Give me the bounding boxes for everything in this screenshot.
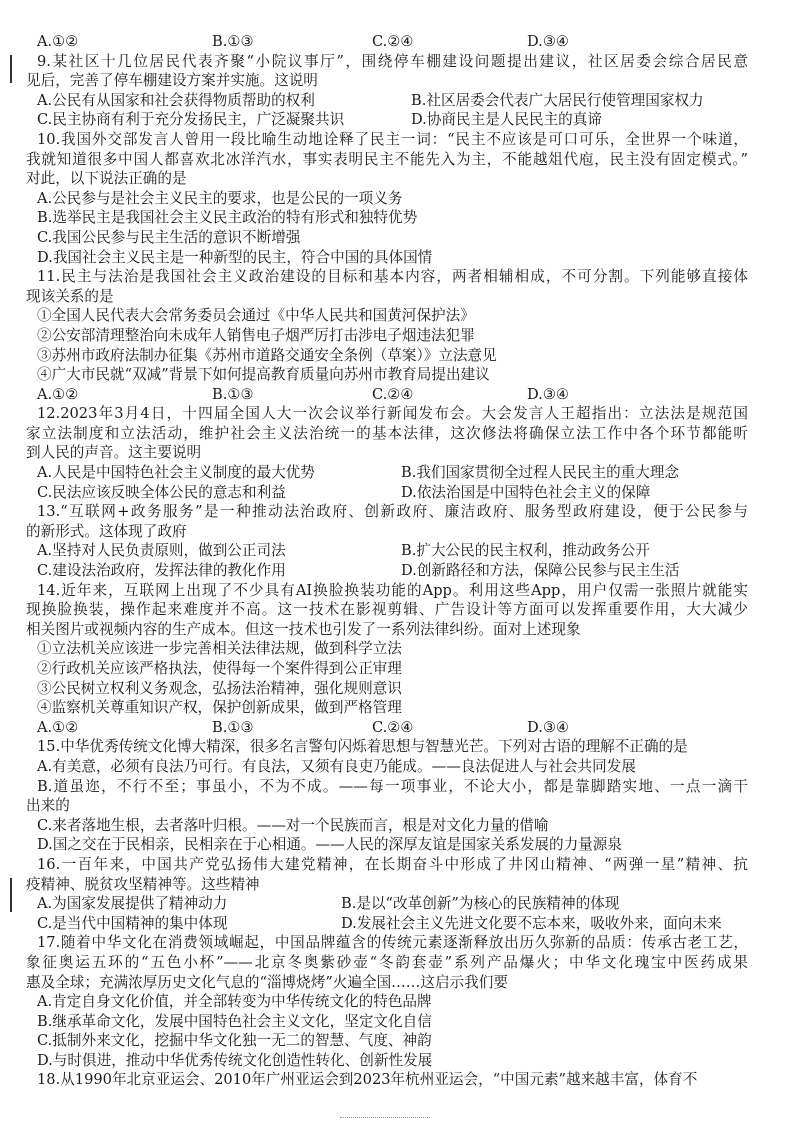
question-stem-line: 的新形式。这体现了政府	[26, 522, 187, 540]
option-line: ②公安部清理整治向未成年人销售电子烟严厉打击涉电子烟违法犯罪	[37, 326, 475, 344]
question-stem-line: 现换脸换装，操作起来难度并不高。这一技术在影视剪辑、广告设计等方面可以发挥重要作用，大大减少	[26, 601, 748, 619]
page-footer-artifact	[340, 1117, 430, 1120]
option-line: A.肯定自身文化价值，并全部转变为中华传统文化的特色品牌	[37, 993, 432, 1011]
answer-options	[26, 561, 748, 581]
answer-option: B.①③	[212, 33, 254, 50]
answer-option: B.①③	[212, 718, 254, 736]
option-line: D.我国社会主义民主是一种新型的民主，符合中国的具体国情	[37, 248, 433, 266]
answer-options	[26, 463, 748, 483]
question-stem-line: 16.一百年来，中国共产党弘扬伟大建党精神，在长期奋斗中形成了井冈山精神、“两弹一星”精神、抗	[37, 855, 748, 873]
question-stem-line: 出来的	[26, 797, 70, 815]
question-stem-line: 12.2023年3月4日，十四届全国人大一次会议举行新闻发布会。大会发言人王超指出：立法法是规范国	[37, 405, 748, 423]
question-stem-line: 18.从1990年北京亚运会、2010年广州亚运会到2023年杭州亚运会，“中国元素”越来越丰富，体育不	[37, 1071, 698, 1089]
answer-options	[26, 110, 748, 130]
option-line: A.有美意，必须有良法乃可行。有良法，又须有良吏乃能成。——良法促进人与社会共同发展	[37, 757, 636, 775]
answer-option: D.创新路径和方法，保障公民参与民主生活	[401, 562, 680, 580]
answer-option: D.协商民主是人民民主的真谛	[411, 111, 602, 129]
question-stem-line: 现该关系的是	[26, 287, 114, 305]
answer-option: A.为国家发展提供了精神动力	[37, 895, 228, 913]
question-stem-line: 10.我国外交部发言人曾用一段比喻生动地诠释了民主一词：“民主不应该是可口可乐，全世界一个味道，	[37, 130, 748, 148]
answer-options	[26, 91, 748, 111]
question-stem-line: 到人民的声音。这主要说明	[26, 444, 202, 462]
answer-option: A.①②	[37, 385, 79, 403]
answer-option: A.公民有从国家和社会获得物质帮助的权利	[37, 91, 315, 109]
answer-options	[26, 32, 748, 52]
answer-option: A.坚持对人民负责原则，做到公正司法	[37, 542, 286, 560]
option-line: ④监察机关尊重知识产权，保护创新成果，做到严格管理	[37, 699, 402, 717]
answer-option: A.人民是中国特色社会主义制度的最大优势	[37, 464, 315, 482]
answer-option: D.③④	[527, 718, 569, 736]
answer-option: B.①③	[212, 385, 254, 403]
option-line: C.抵制外来文化，挖掘中华文化独一无二的智慧、气度、神韵	[37, 1032, 432, 1050]
answer-option: C.②④	[372, 718, 414, 736]
option-line: C.来者落地生根，去者落叶归根。——对一个民族而言，根是对文化力量的借喻	[37, 816, 549, 834]
question-stem-line: 9.某社区十几位居民代表齐聚“小院议事厅”，围绕停车棚建设问题提出建议，社区居委会综合居民意	[37, 52, 748, 70]
question-stem-line: 13.“互联网+政务服务”是一种推动法治政府、创新政府、廉洁政府、服务型政府建设，便于公民参与	[37, 503, 748, 521]
question-stem-line: 15.中华优秀传统文化博大精深，很多名言警句闪烁着思想与智慧光芒。下列对古语的理解不正确的是	[37, 738, 688, 756]
question-stem-line: 我就知道很多中国人都喜欢北冰洋汽水，事实表明民主不能先入为主，不能越俎代庖，民主没有固定模式。”	[26, 150, 748, 168]
question-stem-line: 疫精神、脱贫攻坚精神等。这些精神	[26, 875, 260, 893]
answer-options	[26, 914, 748, 934]
option-line: ①立法机关应该进一步完善相关法律法规，做到科学立法	[37, 640, 402, 658]
answer-option: D.③④	[527, 33, 569, 50]
exam-page	[26, 32, 748, 1090]
answer-options	[26, 483, 748, 503]
option-line: ③公民树立权利义务观念，弘扬法治精神，强化规则意识	[37, 679, 402, 697]
answer-option: C.是当代中国精神的集中体现	[37, 914, 228, 932]
question-stem-line: 17.随着中华文化在消费领域崛起，中国品牌蕴含的传统元素逐渐释放出历久弥新的品质：传承古老工艺，	[37, 934, 748, 952]
option-line: B.选举民主是我国社会主义民主政治的特有形式和独特优势	[37, 209, 418, 227]
answer-option: B.我们国家贯彻全过程人民民主的重大理念	[401, 464, 680, 482]
answer-option: B.扩大公民的民主权利，推动政务公开	[401, 542, 650, 560]
answer-option: C.民主协商有利于充分发扬民主，广泛凝聚共识	[37, 111, 345, 129]
answer-option: D.③④	[527, 385, 569, 403]
question-stem-line: 惠及全球；充满浓厚历史文化气息的“淄博烧烤”火遍全国……这启示我们要	[26, 973, 508, 991]
answer-options	[26, 385, 748, 405]
option-line: ①全国人民代表大会常务委员会通过《中华人民共和国黄河保护法》	[37, 307, 475, 325]
question-stem-line: 见后，完善了停车棚建设方案并实施。这说明	[26, 72, 318, 90]
scan-edge-mark	[10, 55, 12, 83]
option-line: D.国之交在于民相亲，民相亲在于心相通。——人民的深厚友谊是国家关系发展的力量源泉	[37, 836, 622, 854]
answer-option: B.社区居委会代表广大居民行使管理国家权力	[411, 91, 704, 109]
answer-option: A.①②	[37, 33, 79, 50]
question-stem-line: B.道虽迩，不行不至；事虽小，不为不成。——每一项事业，不论大小，都是靠脚踏实地、一点一滴干	[37, 777, 748, 795]
answer-option: C.②④	[372, 33, 414, 50]
answer-option: D.发展社会主义先进文化要不忘本来，吸收外来，面向未来	[341, 914, 722, 932]
option-line: B.继承革命文化，发展中国特色社会主义文化，坚定文化自信	[37, 1012, 432, 1030]
answer-option: C.民法应该反映全体公民的意志和利益	[37, 483, 286, 501]
question-stem-line: 14.近年来，互联网上出现了不少具有AI换脸换装功能的App。利用这些App，用户仅需一张照片就能实	[37, 581, 748, 599]
question-stem-line: 象征奥运五环的“五色小杯”——北京冬奥紫砂壶“冬韵套壶”系列产品爆火；中华文化瑰宝中医药成果	[26, 953, 748, 971]
question-stem-line: 家立法制度和立法活动，维护社会主义法治统一的基本法律，这次修法将确保立法工作中各个环节都能听	[26, 424, 748, 442]
answer-option: D.依法治国是中国特色社会主义的保障	[401, 483, 651, 501]
option-line: ②行政机关应该严格执法，使得每一个案件得到公正审理	[37, 660, 402, 677]
option-line: ③苏州市政府法制办征集《苏州市道路交通安全条例（草案）》立法意见	[37, 346, 497, 364]
option-line: C.我国公民参与民主生活的意识不断增强	[37, 228, 301, 246]
answer-option: B.是以“改革创新”为核心的民族精神的体现	[341, 895, 620, 913]
question-stem-line: 对此，以下说法正确的是	[26, 170, 187, 188]
option-line: A.公民参与是社会主义民主的要求，也是公民的一项义务	[37, 189, 403, 207]
option-line: ④广大市民就“双减”背景下如何提高教育质量向苏州市教育局提出建议	[37, 366, 490, 384]
answer-options	[26, 894, 748, 914]
answer-option: A.①②	[37, 718, 79, 736]
option-line: D.与时俱进，推动中华优秀传统文化创造性转化、创新性发展	[37, 1051, 433, 1069]
answer-options	[26, 541, 748, 561]
answer-option: C.建设法治政府，发挥法律的教化作用	[37, 562, 286, 580]
question-stem-line: 相关图片或视频内容的生产成本。但这一技术也引发了一系列法律纠纷。面对上述现象	[26, 620, 581, 638]
question-stem-line: 11.民主与法治是我国社会主义政治建设的目标和基本内容，两者相辅相成，不可分割。下列能够直接体	[37, 268, 748, 286]
scan-edge-mark	[10, 878, 12, 912]
answer-option: C.②④	[372, 385, 414, 403]
answer-options	[26, 718, 748, 738]
